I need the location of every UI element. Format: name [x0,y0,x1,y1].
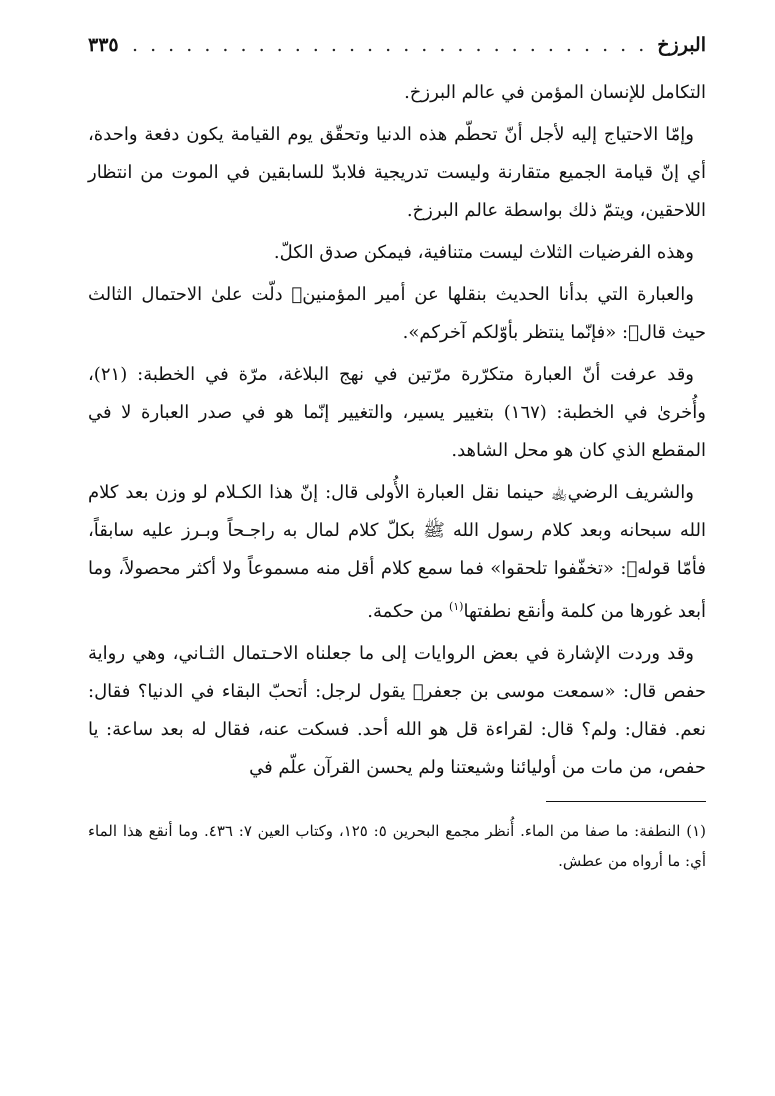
footnote: (١) النطفة: ما صفا من الماء. أُنظر مجمع البحرين ٥: ١٢٥، وكتاب العين ٧: ٤٣٦. وما أنقع هذا الماء أي: ما أرواه من عطش. [88,822,707,870]
paragraph: التكامل للإنسان المؤمن في عالم البرزخ. [404,82,706,103]
paragraph: وإمّا الاحتياج إليه لأجل أنّ تحطّم هذه الدنيا وتحقّق يوم القيامة يكون دفعة واحدة، أي إنّ قيامة الجميع متقارنة وليست تدريجية فلابدّ للسابقين في الموت من انتظار اللاحقين، ويتمّ ذلك بواسطة عالم البرزخ. [88,124,706,221]
paragraph-text: والشريف الرضي﵀ حينما نقل العبارة الأُولى قال: إنّ هذا الكـلام لو وزن بعد كلام الله سبحانه وبعد كلام رسول الله ﷺ بكلّ كلام لمال به راجـحاً وبـرز عليه سابقاً، فأمّا قوله﷤: «تخفّفوا تلحقوا» فما سمع كلام أقل منه مسموعاً ولا أكثر محصولاً، وما أبعد غورها من كلمة وأنقع نطفتها [88,482,706,622]
body-text [88,74,706,787]
header-leader-dots [129,28,648,62]
paragraph: وقد عرفت أنّ العبارة متكرّرة مرّتين في نهج البلاغة، مرّة في الخطبة: (٢١)، وأُخرىٰ في الخطبة: (١٦٧) بتغيير يسير، والتغيير إنّما هو في صدر العبارة لا في المقطع الذي كان هو محل الشاهد. [88,364,706,461]
book-page [88,28,706,876]
paragraph: وقد وردت الإشارة في بعض الروايات إلى ما جعلناه الاحـتمال الثـاني، وهي رواية حفص قال: «سمعت موسى بن جعفر﷤ يقول لرجل: أتحبّ البقاء في الدنيا؟ فقال: نعم. فقال: ولم؟ قال: لقراءة قل هو الله أحد. فسكت عنه، فقال له بعد ساعة: يا حفص، من مات من أوليائنا وشيعتنا ولم يحسن القرآن علّم في [88,643,706,778]
footnote-marker: (١) [448,600,464,613]
paragraph: والعبارة التي بدأنا الحديث بنقلها عن أمير المؤمنين﷤ دلّت علىٰ الاحتمال الثالث حيث قال﷤: «فإنّما ينتظر بأوّلكم آخركم». [88,284,706,343]
chapter-title: البرزخ [657,34,706,56]
footnotes [88,816,706,876]
paragraph: وهذه الفرضيات الثلاث ليست متنافية، فيمكن صدق الكلّ. [273,242,694,263]
running-header [88,28,706,62]
footnote-separator [546,801,706,802]
paragraph [88,474,706,631]
page-number: ٣٣٥ [88,34,119,56]
paragraph-tail: من حكمة. [367,601,449,622]
